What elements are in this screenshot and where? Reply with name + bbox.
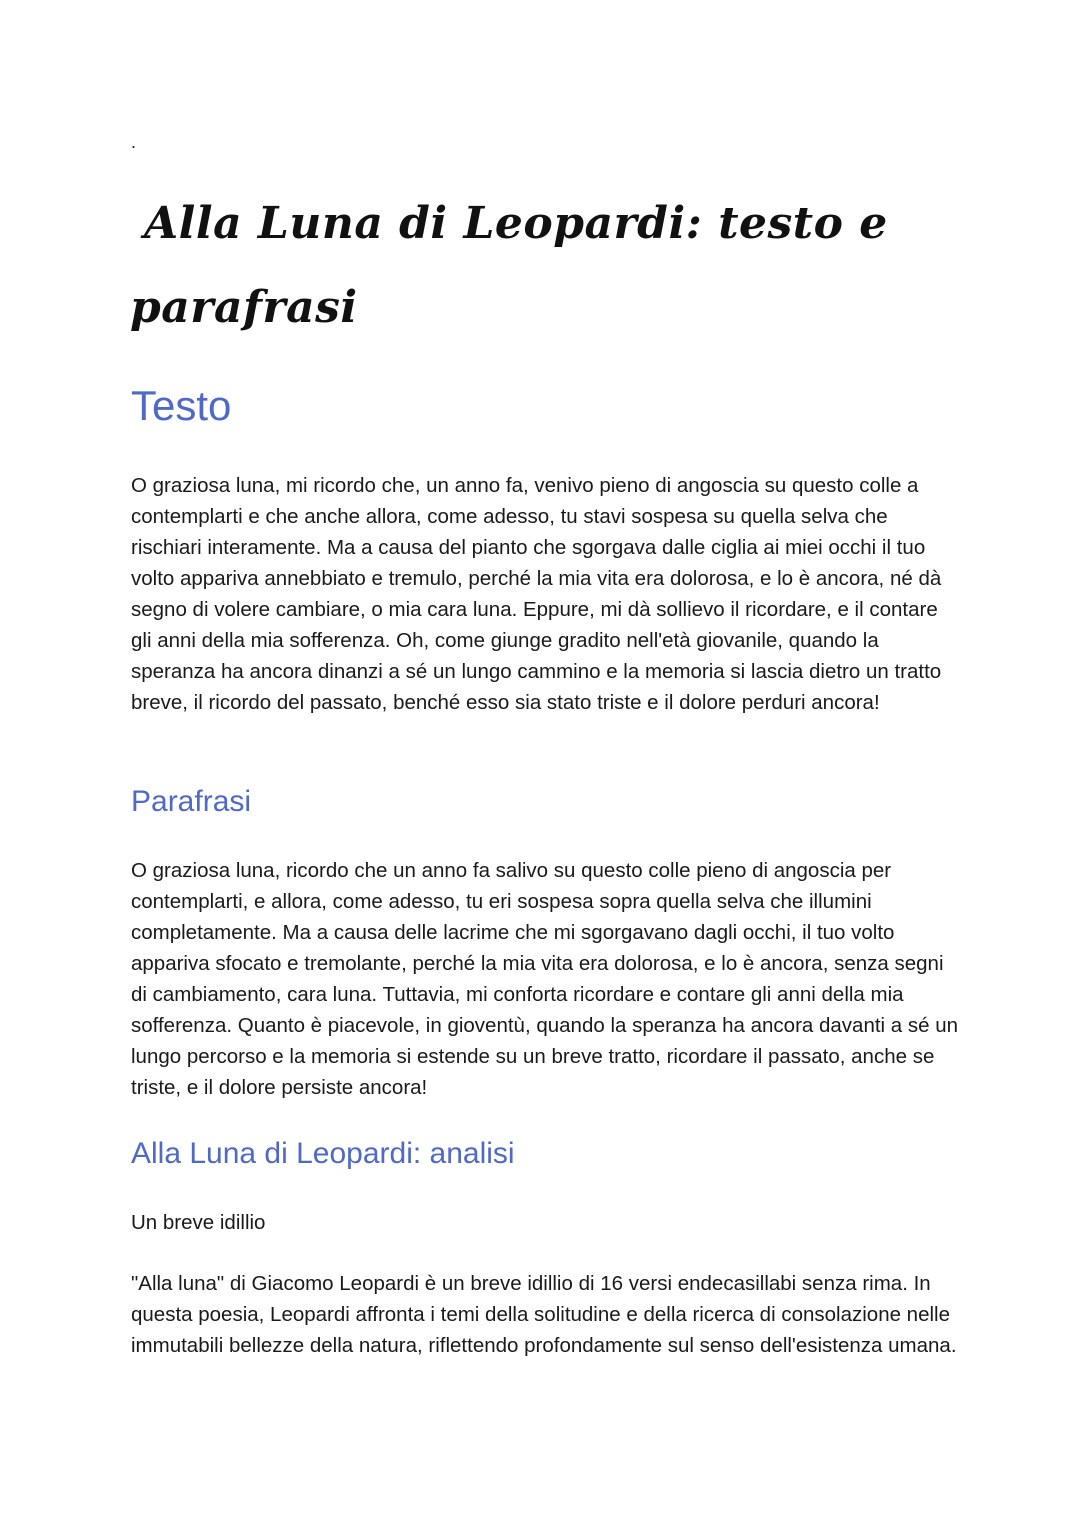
- document-title-line-1: Alla Luna di Leopardi: testo e: [144, 198, 888, 249]
- subheading-breve-idillio: Un breve idillio: [131, 1211, 266, 1234]
- stray-dot: .: [131, 132, 137, 152]
- paragraph-parafrasi: O graziosa luna, ricordo che un anno fa salivo su questo colle pieno di angoscia per contemplarti, e allora, come adesso, tu eri sospesa sopra quella selva che illumini completamente. Ma a causa delle lacrime che mi sgorgavano dagli occhi, il tuo volto appariva sfocato e tremolante, perché la mia vita era dolorosa, e lo è ancora, senza segni di cambiamento, cara luna. Tuttavia, mi conforta ricordare e contare gli anni della mia sofferenza. Quanto è piacevole, in gioventù, quando la speranza ha ancora davanti a sé un lungo percorso e la memoria si estende su un breve tratto, ricordare il passato, anche se triste, e il dolore persiste ancora!: [131, 859, 959, 1099]
- document-title-line-2: parafrasi: [130, 282, 358, 333]
- heading-testo: Testo: [131, 382, 232, 429]
- heading-analisi: Alla Luna di Leopardi: analisi: [131, 1137, 515, 1170]
- paragraph-analisi: "Alla luna" di Giacomo Leopardi è un breve idillio di 16 versi endecasillabi senza rima. In questa poesia, Leopardi affronta i temi della solitudine e della ricerca di consolazione nelle immutabili bellezze della natura, riflettendo profondamente sul senso dell'esistenza umana.: [131, 1272, 957, 1357]
- paragraph-testo: O graziosa luna, mi ricordo che, un anno fa, venivo pieno di angoscia su questo colle a contemplarti e che anche allora, come adesso, tu stavi sospesa su quella selva che rischiari interamente. Ma a causa del pianto che sgorgava dalle ciglia ai miei occhi il tuo volto appariva annebbiato e tremulo, perché la mia vita era dolorosa, e lo è ancora, né dà segno di volere cambiare, o mia cara luna. Eppure, mi dà sollievo il ricordare, e il contare gli anni della mia sofferenza. Oh, come giunge gradito nell'età giovanile, quando la speranza ha ancora dinanzi a sé un lungo cammino e la memoria si lascia dietro un tratto breve, il ricordo del passato, benché esso sia stato triste e il dolore perduri ancora!: [131, 474, 942, 714]
- document-title: [130, 182, 930, 350]
- heading-parafrasi: Parafrasi: [131, 785, 252, 818]
